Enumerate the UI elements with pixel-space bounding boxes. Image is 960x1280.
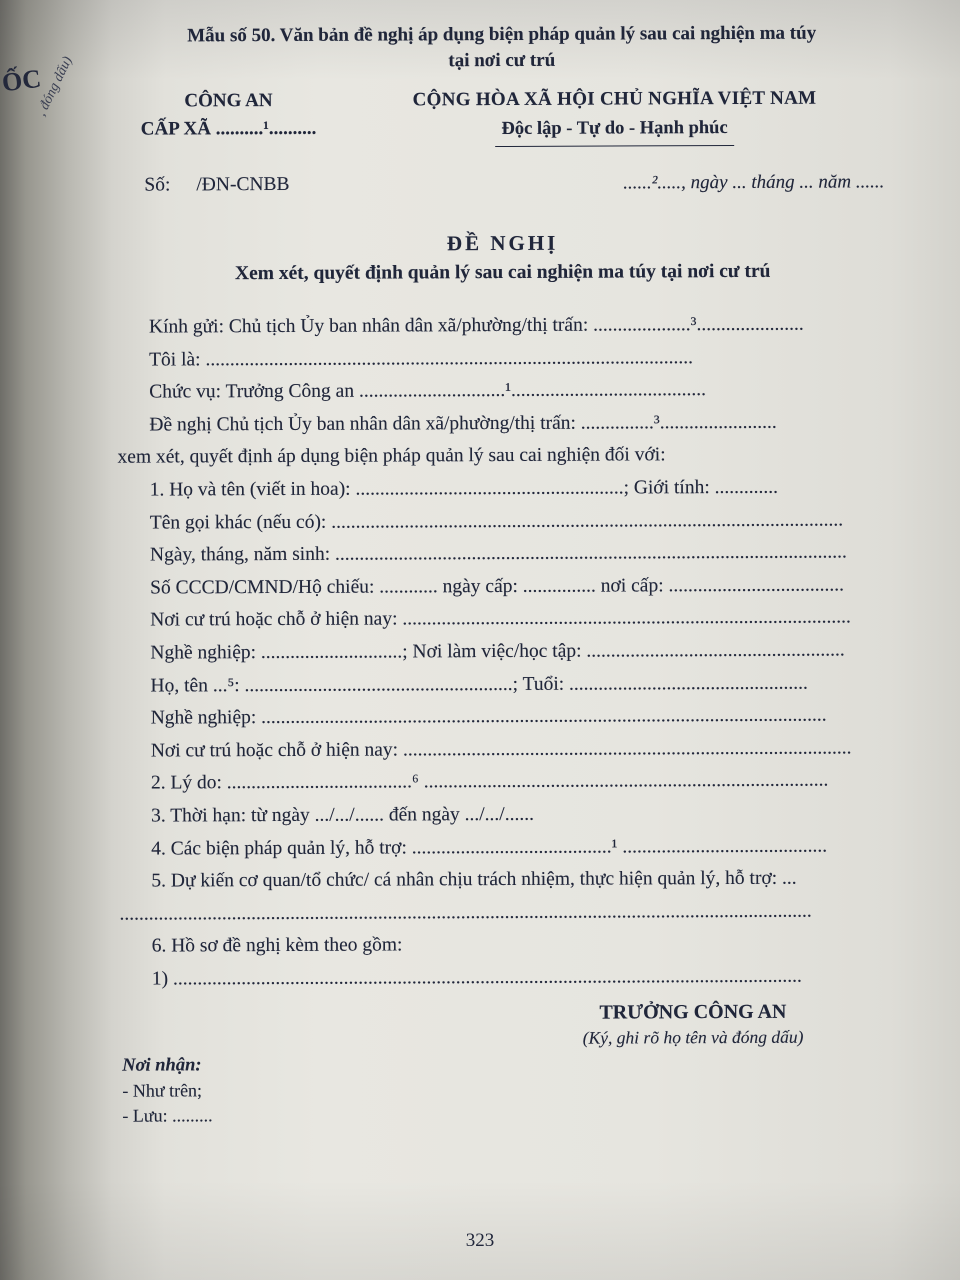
form-line-ho-ten: 1. Họ và tên (viết in hoa): .......................................................; Giới tính: .............: [149, 476, 779, 501]
form-line-noi-cu-tru-1: Nơi cư trú hoặc chỗ ở hiện nay: ............................................................................................: [150, 606, 851, 631]
form-line-ten-goi-khac: Tên gọi khác (nếu có): .........................................................................................................: [149, 509, 844, 534]
form-line-bien-phap: 4. Các biện pháp quản lý, hỗ trợ: .........................................¹ ..........................................: [151, 835, 828, 860]
form-line-nghe-nghiep-1: Nghề nghiệp: .............................; Nơi làm việc/học tập: .....................................................: [150, 639, 845, 664]
document-number-label: Số:: [144, 174, 171, 196]
page-edge-text-fragment: ỐC: [0, 63, 43, 98]
form-line-toi-la: Tôi là: ....................................................................................................: [149, 346, 693, 371]
national-header: [341, 84, 888, 147]
recipient-item: - Như trên;: [122, 1080, 203, 1102]
document-title: [117, 229, 889, 285]
national-title: CỘNG HÒA XÃ HỘI CHỦ NGHĨA VIỆT NAM: [412, 87, 817, 111]
document-header: [116, 84, 888, 148]
form-title-line1: Mẫu số 50. Văn bản đề nghị áp dụng biện pháp quản lý sau cai nghiện ma túy: [187, 22, 817, 47]
form-body: [117, 308, 892, 996]
issuing-authority-line1: CÔNG AN: [184, 90, 273, 112]
place-date-line: ......²....., ngày ... tháng ... năm ......: [623, 171, 885, 194]
form-line-de-nghi: Đề nghị Chủ tịch Ủy ban nhân dân xã/phường/thị trấn: ...............³........................: [149, 411, 777, 436]
form-line-cccd: Số CCCD/CMND/Hộ chiếu: ............ ngày cấp: ............... nơi cấp: ....................................: [150, 574, 845, 599]
form-footer-row: [120, 999, 893, 1129]
number-date-row: [116, 171, 888, 196]
form-line-ho-so: 6. Hồ sơ đề nghị kèm theo gồm:: [151, 934, 403, 957]
signature-note: (Ký, ghi rõ họ tên và đóng dấu): [582, 1027, 804, 1049]
form-title-line2: tại nơi cư trú: [448, 49, 556, 72]
form-line-nghe-nghiep-2: Nghề nghiệp: ....................................................................................................................: [150, 704, 827, 729]
page-number: 323: [465, 1230, 495, 1251]
issuing-authority: [116, 87, 341, 149]
form-line-thoi-han: 3. Thời hạn: từ ngày .../.../...... đến ngày .../.../......: [151, 803, 534, 827]
page-edge-text-fragment: , đóng dấu): [34, 54, 76, 119]
document-title-line1: ĐỀ NGHỊ: [446, 230, 559, 256]
form-line-du-kien-cont: ..............................................................................................................................................: [119, 900, 812, 925]
recipients-label: Nơi nhận:: [122, 1055, 202, 1077]
form-line-de-nghi-cont: xem xét, quyết định áp dụng biện pháp quản lý sau cai nghiện đối với:: [117, 444, 666, 469]
document-title-line2: Xem xét, quyết định quản lý sau cai nghiện ma túy tại nơi cư trú: [234, 260, 771, 285]
form-line-ho-so-item: 1) .................................................................................................................................: [151, 965, 802, 990]
form-line-du-kien: 5. Dự kiến cơ quan/tổ chức/ cá nhân chịu trách nhiệm, thực hiện quản lý, hỗ trợ: ...: [151, 867, 797, 892]
national-motto: Độc lập - Tự do - Hạnh phúc: [495, 115, 733, 147]
signature-title: TRƯỞNG CÔNG AN: [599, 1001, 787, 1025]
issuing-authority-line2: CẤP XÃ ..........¹..........: [140, 117, 317, 140]
form-line-ngay-sinh: Ngày, tháng, năm sinh: .........................................................................................................: [149, 541, 847, 566]
document-number-value: /ĐN-CNBB: [196, 173, 290, 196]
signature-block: [508, 1001, 879, 1128]
form-line-kinh-gui: Kính gửi: Chủ tịch Ủy ban nhân dân xã/phường/thị trấn: ....................³......................: [148, 313, 804, 338]
recipients-block: [122, 1054, 213, 1129]
form-number-title: [116, 0, 888, 76]
document-number: [144, 174, 289, 197]
form-line-noi-cu-tru-2: Nơi cư trú hoặc chỗ ở hiện nay: ............................................................................................: [150, 737, 852, 762]
form-line-chuc-vu: Chức vụ: Trưởng Công an ..............................¹........................................: [149, 379, 707, 403]
form-line-ly-do: 2. Lý do: ......................................⁶ ...................................................................................: [150, 769, 829, 794]
recipient-item: - Lưu: .........: [122, 1105, 213, 1127]
form-page-content: [116, 0, 893, 1129]
form-line-ho-ten-2: Họ, tên ...⁵: .......................................................; Tuổi: .................................................: [150, 672, 808, 697]
